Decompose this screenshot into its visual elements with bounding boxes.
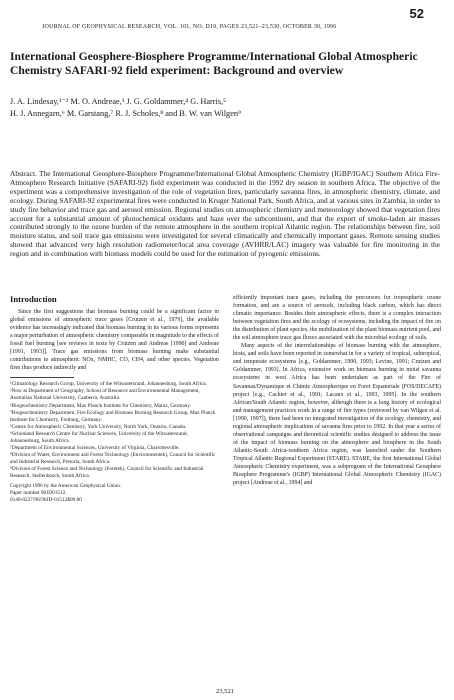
copyright-notice: Copyright 1996 by the American Geophysical Union. — [10, 483, 122, 490]
footnote: ⁸Division of Water, Environment and Forest Technology (Environmentek), Council for Scientific and Industrial Research, Pretoria, South Africa. — [10, 451, 216, 465]
corner-annotation: 52 — [409, 6, 424, 21]
paper-number: Paper number 96JD01512. — [10, 490, 67, 497]
footnote: ³Biogeochemistry Department, Max Planck Institute for Chemistry, Mainz, Germany. — [10, 402, 191, 409]
author-list — [10, 96, 442, 119]
section-heading-introduction: Introduction — [10, 294, 57, 304]
footnote: ¹Climatology Research Group, University of the Witwatersrand, Johannesburg, South Africa. — [10, 381, 207, 388]
abstract-text: The International Geosphere-Biosphere Programme/International Global Atmospheric Chemistry (IGBP/IGAC) Southern Africa Fire-Atmosphere Research Initiative (SAFARI-92) field experiment was conducted in the 1992 dry season in southern Africa. The objective of the experiment was a comprehensive investigation of the role of vegetation fires, particularly savanna fires, in atmospheric chemistry, climate, and ecology. During SAFARI-92 experimental fires were conducted in Kruger National Park, South Africa, and at various sites in Zambia, in order to study fire behavior and trace gas and aerosol emission. Regional studies on atmospheric chemistry and meteorology showed that vegetation fires account for a substantial amount of photochemical oxidants and haze over the subcontinent, and that the export of smoke-laden air masses contributed strongly to the ozone burden of the remote atmosphere in the southern tropical Atlantic region. The relationships between fire, soil moisture status, and soil trace gas emissions were investigated for several climatically and chemically important gases. Remote sensing studies showed that advanced very high resolution radiometer/local area coverage (AVHRR/LAC) imagery was valuable for fire monitoring in the region and in combination with biomass models could be used for the estimation of pyrogenic emissions. — [10, 169, 441, 259]
running-header: JOURNAL OF GEOPHYSICAL RESEARCH, VOL. 101, NO. D19, PAGES 23,521–23,530, OCTOBER 30, 1996 — [42, 24, 337, 30]
author-line: J. A. Lindesay,¹⁻² M. O. Andreae,³ J. G. Goldammer,⁴ G. Harris,⁵ — [10, 97, 227, 106]
intro-paragraph-left: Since the first suggestions that biomass burning could be a significant factor in global emissions of atmospheric trace gases [Crutzen et al., 1979], the available evidence has increasingly indicated that biomass burning in its various forms represents a major perturbation of atmospheric chemistry comparable in magnitude to the effects of fossil fuel burning [see reviews in texts by Crutzen and Andreae [1990] and Andreae [1991, 1993]]. Trace gas emissions from biomass burning make substantial contributions to atmospheric NOx, NMHC, CO, CH4, and other species. Vegetation fires thus produce indirectly and — [10, 309, 219, 372]
right-column — [233, 294, 441, 487]
abstract-label: Abstract. — [10, 169, 37, 178]
left-column — [10, 294, 219, 504]
abstract — [10, 170, 440, 259]
footnote: ⁶Schonland Research Centre for Nuclear Sciences, University of the Witwatersrand, Johannesburg, South Africa. — [10, 430, 188, 444]
footnote: ⁷Department of Environmental Sciences, University of Virginia, Charlottesville. — [10, 444, 180, 451]
intro-paragraph-right-1: efficiently important trace gases, including the precursors for tropospheric ozone formation, and are a source of aerosols, including black carbon, which has direct climatic importance. Besides their atmospheric effects, there is a complex interaction between vegetation fires and the ecology of ecosystems, including the impact of fire on the distribution of plant species, the mobilization of the plant biomass nutrient pool, and the soil atmosphere trace gas fluxes associated with the microbial ecology of soils. — [233, 295, 441, 342]
footnote: ⁹Division of Forest Science and Technology (Foretek), Council for Scientific and Industrial Research, Stellenbosch, South Africa. — [10, 465, 204, 479]
footnote-rule — [10, 377, 74, 378]
author-line: H. J. Annegarn,⁶ M. Garstang,⁷ R. J. Scholes,⁸ and B. W. van Wilgen⁹ — [10, 108, 241, 118]
footnote: ⁵Centre for Atmospheric Chemistry, York University, North York, Ontario, Canada. — [10, 423, 187, 430]
footnote: ²Now at Department of Geography, School of Resource and Environmental Management, Australian National University, Canberra, Australia. — [10, 388, 200, 402]
footnote: ⁴Biogeochemistry Department, Fire Ecology and Biomass Burning Research Group, Max Planck Institute for Chemistry, Freiburg, Germany. — [10, 409, 216, 423]
paper-title: International Geosphere-Biosphere Programme/International Global Atmospheric Chemistry SAFARI-92 field experiment: Background and overview — [10, 50, 418, 77]
page-number: 23,521 — [216, 688, 234, 695]
intro-paragraph-right-2: Many aspects of the interrelationships of biomass burning with the atmosphere, biota, and soils have been reported in somewhat in for a variety of tropical, subtropical, and temperate ecosystems [e.g., Goldammer, 1990, 1993; Levine, 1991; Crutzen and Goldammer, 1993]. In Africa, extensive work on biomass burning in moist savanna ecosystems in west Africa has been undertaken as part of the Fire of Savannas/Dynamique et Chimie Atmospherique en Foret Equatoriale (FOS/DECAFE) project [e.g., Cachier et al., 1991; Lacaux et al., 1993, 1995]. In the southern African/South Atlantic region, however, although there is a long history of ecological and management practices work in a range of fire types (reviewed by van Wilgen et al. [1990, 1997]), there had been no integrated investigation of the ecology, chemistry, and regional atmospheric implications of savanna fires prior to 1992. In that year a series of observational campaigns and theoretical scientific studies designed to address the issue of the impact of biomass burning on the atmosphere and biosphere in the South Atlantic-South Africa-southern Africa region, was launched under the Southern Tropical Atlantic Regional Experiment (STARE). STARE, the first International Global Atmospheric Chemistry experiment, was a subprogram of the International Geosphere Biosphere Programme's (IGBP) International Global Atmospheric Chemistry (IGAC) project [Andreae et al., 1994] and — [233, 343, 441, 487]
issn-code: 0148-0227/96/96JD-01512$09.00 — [10, 497, 82, 504]
